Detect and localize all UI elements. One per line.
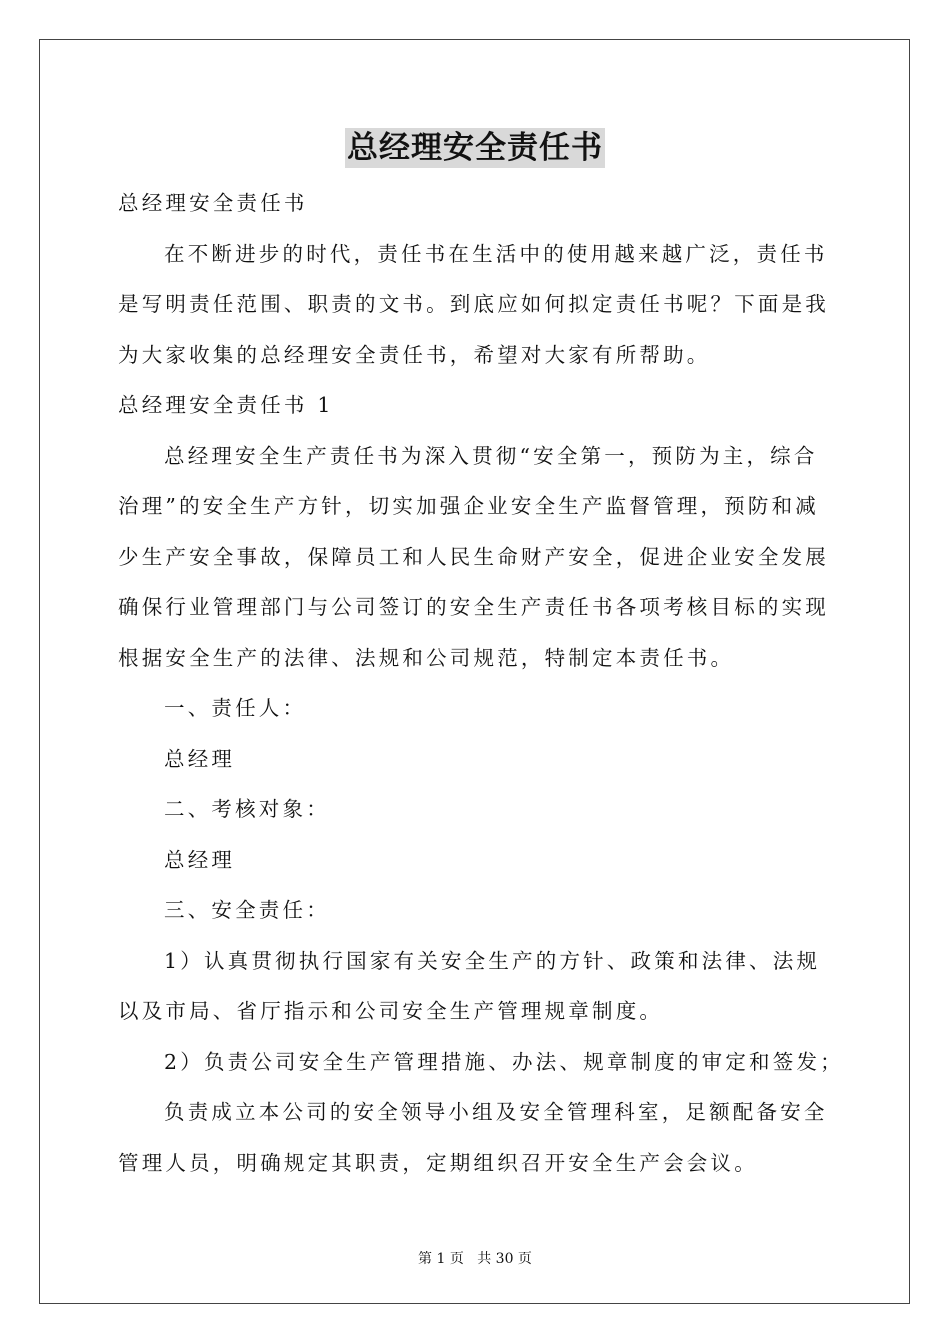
text-line: 根据安全生产的法律、法规和公司规范，特制定本责任书。: [118, 645, 735, 670]
text-line: 总经理安全生产责任书为深入贯彻“安全第一，预防为主，综合: [164, 443, 818, 468]
text-line: 负责成立本公司的安全领导小组及安全管理科室，足额配备安全: [164, 1100, 828, 1124]
text-line: 治理”的安全生产方针，切实加强企业安全生产监督管理，预防和减: [118, 494, 819, 518]
paragraph-lines: [118, 178, 844, 1188]
text-line: 总经理: [164, 847, 236, 872]
text-line: 1）认真贯彻执行国家有关安全生产的方针、政策和法律、法规: [164, 948, 821, 973]
text-line: 总经理安全责任书 1: [118, 393, 334, 417]
total-pages: 共 30 页: [477, 1251, 532, 1267]
text-line: 在不断进步的时代，责任书在生活中的使用越来越广泛，责任书: [164, 241, 828, 266]
text-line: 一、责任人：: [164, 696, 307, 720]
text-line: 以及市局、省厅指示和公司安全生产管理规章制度。: [118, 999, 664, 1023]
page-number: 第 1 页: [418, 1251, 464, 1267]
document-title: 总经理安全责任书: [347, 130, 603, 166]
text-line: 为大家收集的总经理安全责任书，希望对大家有所帮助。: [118, 342, 711, 367]
text-line: 总经理安全责任书: [118, 191, 308, 215]
page-footer: [0, 1248, 950, 1268]
text-line: 管理人员，明确规定其职责，定期组织召开安全生产会会议。: [118, 1150, 758, 1175]
text-line: 三、安全责任：: [164, 898, 330, 922]
text-line: 二、考核对象：: [164, 797, 330, 821]
text-line: 确保行业管理部门与公司签订的安全生产责任书各项考核目标的实现: [118, 595, 829, 619]
document-body: [118, 128, 844, 1188]
text-line: 是写明责任范围、职责的文书。到底应如何拟定责任书呢？下面是我: [118, 292, 829, 316]
text-line: 2）负责公司安全生产管理措施、办法、规章制度的审定和签发；: [164, 1049, 844, 1074]
text-line: 少生产安全事故，保障员工和人民生命财产安全，促进企业安全发展: [118, 544, 829, 569]
text-line: 总经理: [164, 746, 236, 771]
title-container: [118, 128, 832, 172]
